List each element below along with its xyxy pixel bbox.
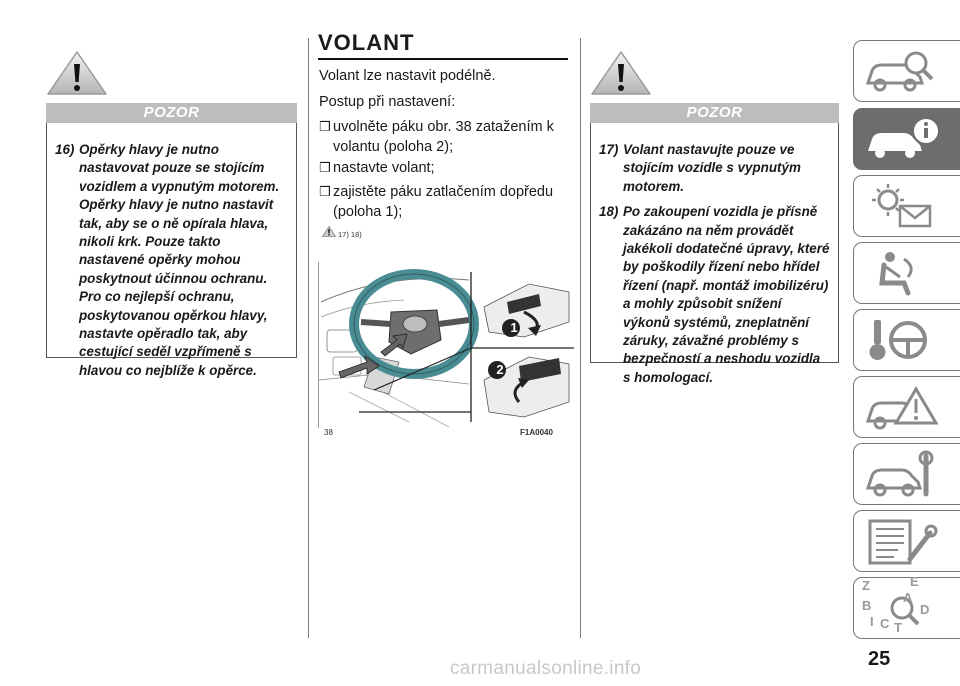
- procedure-label: Postup při nastavení:: [319, 94, 456, 110]
- callout-2: 2: [496, 362, 504, 377]
- small-warning-icon: [322, 226, 336, 237]
- warning-item-text: Volant nastavujte pouze ve stojícím vozidle s vypnutým motorem.: [623, 142, 801, 194]
- index-letter: E: [910, 574, 919, 589]
- nav-tab-maintenance[interactable]: [853, 443, 960, 505]
- steering-wheel-figure: [318, 262, 574, 428]
- warning-item: [599, 203, 830, 387]
- warning-triangle-icon: [46, 50, 108, 96]
- index-letter: T: [894, 620, 902, 635]
- warning-item-text: Opěrky hlavy je nutno nastavovat pouze se stojícím vozidlem a vypnutým motorem. Opěrky hlavy je nutno nastavit tak, aby se o ně opírala hlava, nikoli krk. Pouze takto nastavené opěrky mohou poskytnout účinnou ochranu. Pro co nejlepší ochranu, poskytovanou opěrkou hlavy, nastavte opěradlo tak, aby cestující seděl vzpřímeně s hlavou co nejblíže k opěrce.: [79, 142, 280, 378]
- intro-text: Volant lze nastavit podélně.: [319, 68, 496, 84]
- column-divider-left: [308, 38, 309, 638]
- step-text: nastavte volant;: [333, 160, 435, 176]
- warning-item-number: 18): [599, 204, 619, 220]
- index-letter: D: [920, 602, 930, 617]
- index-letter: C: [880, 616, 890, 631]
- warning-header-bar: [46, 103, 297, 123]
- index-letter: I: [870, 614, 874, 629]
- warning-item: [599, 141, 830, 196]
- car-warning-triangle-icon: [860, 381, 950, 435]
- checkbox-bullet-icon: ❒: [319, 119, 331, 134]
- watermark: carmanualsonline.info: [450, 658, 642, 679]
- warning-box-left: [46, 123, 297, 378]
- checkbox-bullet-icon: ❒: [319, 160, 331, 175]
- list-item: [319, 182, 583, 222]
- light-envelope-icon: [860, 180, 950, 234]
- nav-tab-safety[interactable]: [853, 242, 960, 304]
- index-letter: A: [903, 590, 913, 605]
- step-text: zajistěte páku zatlačením dopředu (poloha 1);: [333, 184, 554, 220]
- callout-1: 1: [510, 320, 518, 335]
- car-info-icon: [860, 113, 950, 167]
- warning-item-number: 16): [55, 142, 75, 157]
- figure-number: 38: [324, 428, 333, 437]
- footnote-references: 17) 18): [338, 230, 362, 239]
- warning-triangle-icon: [590, 50, 652, 96]
- warning-item-text: Po zakoupení vozidla je přísně zakázáno na něm provádět jakékoli dodatečné úpravy, které by poškodily řízení nebo hřídel řízení (např. montáž imobilizéru) a mohly způsobit snížení výkonů systémů, zneplatnění záruky, závažné problémy s bezpečností a neshodu vozidla s homologací.: [623, 204, 830, 385]
- list-item: [319, 158, 583, 178]
- nav-tab-car-info[interactable]: [853, 108, 960, 170]
- warning-header-label: POZOR: [686, 104, 743, 121]
- index-letter: B: [862, 598, 872, 613]
- car-wrench-icon: [860, 448, 950, 502]
- nav-tab-car-magnifier[interactable]: [853, 40, 960, 102]
- index-letter: Z: [862, 578, 870, 593]
- warning-item: [55, 141, 288, 380]
- step-text: uvolněte páku obr. 38 zatažením k volantu (poloha 2);: [333, 119, 554, 155]
- section-title: VOLANT: [318, 30, 568, 60]
- nav-tab-technical-data[interactable]: [853, 510, 960, 572]
- warning-box-right: [590, 123, 839, 385]
- seat-airbag-icon: [860, 247, 950, 301]
- list-item: [319, 117, 583, 157]
- page-number: 25: [868, 648, 891, 670]
- nav-tab-starting-driving[interactable]: [853, 309, 960, 371]
- warning-header-bar: [590, 103, 839, 123]
- figure-code: F1A0040: [520, 428, 553, 437]
- checkbox-bullet-icon: ❒: [319, 184, 331, 199]
- key-steering-wheel-icon: [860, 314, 950, 368]
- nav-tab-emergency[interactable]: [853, 376, 960, 438]
- car-magnifier-icon: [860, 45, 950, 99]
- warning-item-number: 17): [599, 142, 619, 157]
- checklist-wrench-icon: [860, 515, 950, 569]
- warning-header-label: POZOR: [143, 104, 200, 121]
- nav-tab-lights-messages[interactable]: [853, 175, 960, 237]
